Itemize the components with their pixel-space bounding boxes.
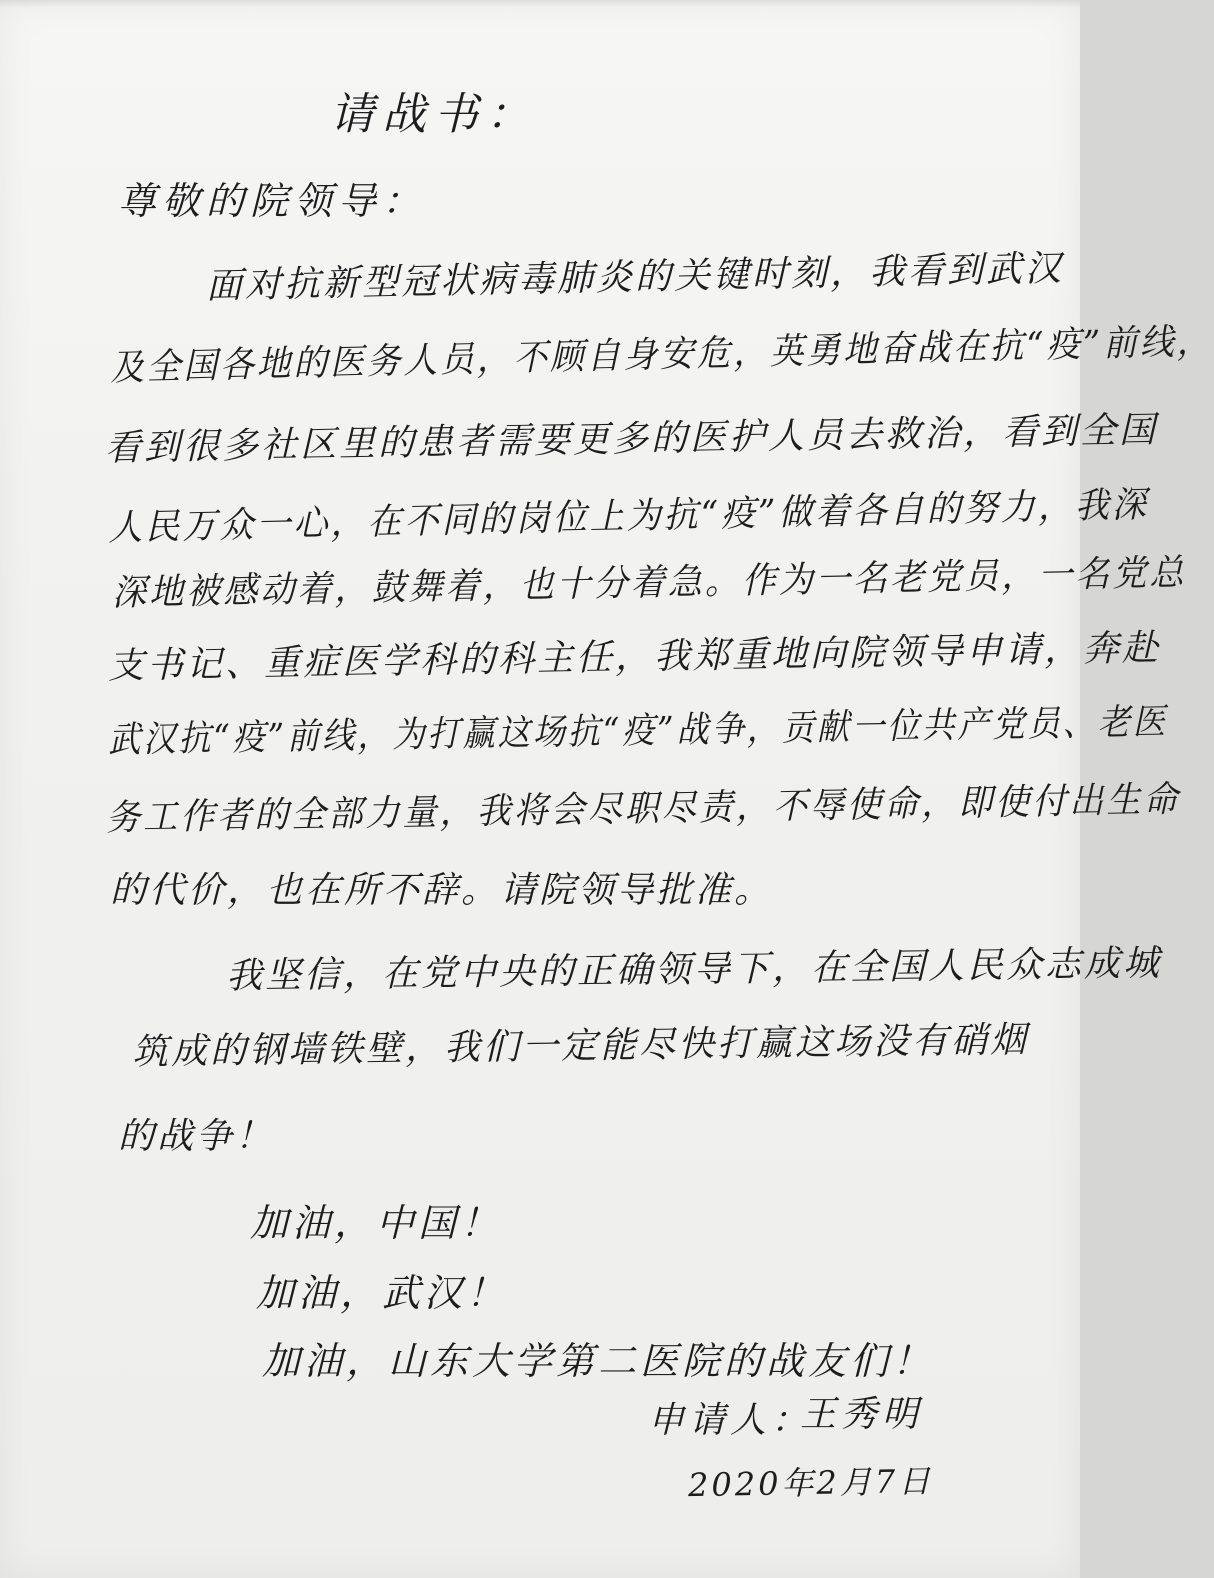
paragraph-2-line-1: 我坚信，在党中央的正确领导下，在全国人民众志成城 xyxy=(225,942,1163,997)
paragraph-1-line-9: 的代价，也在所不辞。请院领导批准。 xyxy=(110,870,774,911)
paragraph-1-line-3: 看到很多社区里的患者需要更多的医护人员去救治，看到全国 xyxy=(104,409,1159,469)
applicant-label: 申请人： xyxy=(648,1400,813,1441)
paragraph-1-line-1: 面对抗新型冠状病毒肺炎的关键时刻，我看到武汉 xyxy=(205,248,1065,307)
salutation: 尊敬的院领导： xyxy=(118,179,427,223)
closing-line-3: 加油，山东大学第二医院的战友们！ xyxy=(262,1339,935,1383)
paragraph-2-line-2: 筑成的钢墙铁壁，我们一定能尽快打赢这场没有硝烟 xyxy=(131,1019,1030,1073)
paragraph-2-line-3: 的战争！ xyxy=(118,1116,275,1157)
closing-line-2: 加油，武汉！ xyxy=(256,1271,509,1315)
paragraph-1-line-7: 武汉抗“疫”前线，为打赢这场抗“疫”战争，贡献一位共产党员、老医 xyxy=(107,701,1169,761)
paragraph-1-line-2: 及全国各地的医务人员，不顾自身安危，英勇地奋战在抗“疫”前线， xyxy=(109,321,1214,389)
applicant-signature: 王秀明 xyxy=(800,1394,924,1435)
letter-title: 请战书： xyxy=(330,89,538,140)
paragraph-1-line-4: 人民万众一心，在不同的岗位上为抗“疫”做着各自的努力，我深 xyxy=(107,484,1150,549)
letter-date: 2020年2月7日 xyxy=(687,1461,934,1505)
paragraph-1-line-6: 支书记、重症医学科的科主任，我郑重地向院领导申请，奔赴 xyxy=(107,627,1162,687)
paragraph-1-line-8: 务工作者的全部力量，我将会尽职尽责，不辱使命，即使付出生命 xyxy=(105,779,1181,839)
paragraph-1-line-5: 深地被感动着，鼓舞着，也十分着急。作为一名老党员，一名党总 xyxy=(111,552,1187,614)
closing-line-1: 加油，中国！ xyxy=(250,1201,503,1245)
